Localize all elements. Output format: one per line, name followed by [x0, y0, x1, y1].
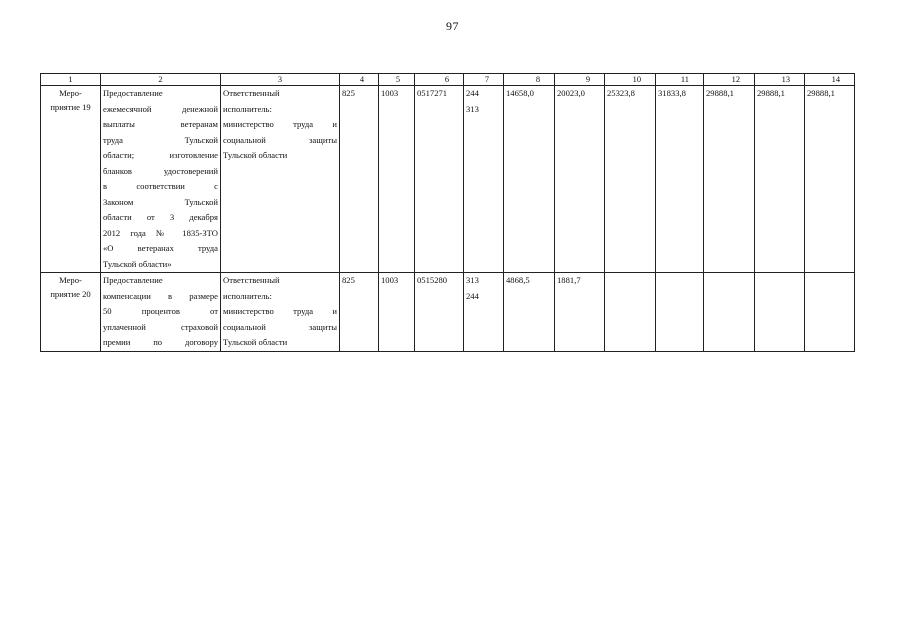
- column-header-13: 13: [755, 74, 805, 86]
- amount-cell-c8: 4868,5: [504, 273, 555, 352]
- table-body: [41, 86, 855, 352]
- column-header-7: 7: [464, 74, 504, 86]
- expense-type-cell: [464, 86, 504, 273]
- description-line: премии по договору: [103, 337, 218, 347]
- column-header-9: 9: [555, 74, 605, 86]
- amount-cell-c11: 31833,8: [656, 86, 704, 273]
- event-name-line: приятие 19: [50, 102, 91, 112]
- responsible-line: исполнитель:: [223, 290, 272, 301]
- column-header-1: 1: [41, 74, 101, 86]
- table-row: [41, 86, 855, 273]
- description-line: Тульской области»: [103, 258, 172, 269]
- expense-type-code: 244: [466, 290, 479, 301]
- header-row: [41, 74, 855, 86]
- table-row: [41, 273, 855, 352]
- description-line: Предоставление: [103, 275, 163, 285]
- column-header-4: 4: [340, 74, 379, 86]
- description-line: Законом Тульской: [103, 196, 218, 207]
- column-header-2: 2: [101, 74, 221, 86]
- description-line: бланков удостоверений: [103, 165, 218, 176]
- code-cell-c5: 1003: [379, 273, 415, 352]
- amount-cell-c12: [704, 273, 755, 352]
- description-line: труда Тульской: [103, 134, 218, 145]
- responsible-line: Ответственный: [223, 88, 280, 98]
- responsible-line: исполнитель:: [223, 103, 272, 114]
- code-cell-c6: 0515280: [415, 273, 464, 352]
- responsible-line: министерство труда и: [223, 306, 337, 316]
- amount-cell-c9: 20023,0: [555, 86, 605, 273]
- event-name-line: приятие 20: [50, 289, 91, 299]
- description-line: Предоставление: [103, 88, 163, 98]
- page-number: 97: [446, 19, 459, 33]
- column-header-14: 14: [805, 74, 855, 86]
- responsible-line: социальной защиты: [223, 134, 337, 145]
- amount-cell-c10: [605, 273, 656, 352]
- amount-cell-c14: 29888,1: [805, 86, 855, 273]
- responsible-line: Ответственный: [223, 275, 280, 285]
- code-cell-c4: 825: [340, 86, 379, 273]
- amount-cell-c9: 1881,7: [555, 273, 605, 352]
- event-name-line: Меро-: [59, 88, 82, 98]
- responsible-executor-cell: [221, 273, 340, 352]
- column-header-10: 10: [605, 74, 656, 86]
- description-line: выплаты ветеранам: [103, 119, 218, 129]
- amount-cell-c13: 29888,1: [755, 86, 805, 273]
- description-line: области от 3 декабря: [103, 212, 218, 222]
- column-header-3: 3: [221, 74, 340, 86]
- code-cell-c4: 825: [340, 273, 379, 352]
- description-line: 2012 года № 1835-ЗТО: [103, 227, 218, 238]
- description-line: в соответствии с: [103, 181, 218, 191]
- event-name-cell: [41, 273, 101, 352]
- description-line: уплаченной страховой: [103, 321, 218, 332]
- description-line: области; изготовление: [103, 150, 218, 160]
- amount-cell-c10: 25323,8: [605, 86, 656, 273]
- amount-cell-c8: 14658,0: [504, 86, 555, 273]
- event-name-cell: [41, 86, 101, 273]
- column-header-11: 11: [656, 74, 704, 86]
- responsible-line: Тульской области: [223, 337, 288, 347]
- expense-type-code: 244: [466, 88, 479, 98]
- responsible-line: Тульской области: [223, 150, 288, 160]
- column-header-6: 6: [415, 74, 464, 86]
- code-cell-c6: 0517271: [415, 86, 464, 273]
- code-cell-c5: 1003: [379, 86, 415, 273]
- description-line: «О ветеранах труда: [103, 243, 218, 253]
- event-description-cell: [101, 86, 221, 273]
- responsible-line: социальной защиты: [223, 321, 337, 332]
- description-line: ежемесячной денежной: [103, 103, 218, 114]
- column-header-12: 12: [704, 74, 755, 86]
- amount-cell-c11: [656, 273, 704, 352]
- expense-type-code: 313: [466, 103, 479, 114]
- column-header-8: 8: [504, 74, 555, 86]
- description-line: компенсации в размере: [103, 290, 218, 301]
- amount-cell-c14: [805, 273, 855, 352]
- responsible-executor-cell: [221, 86, 340, 273]
- description-line: 50 процентов от: [103, 306, 218, 316]
- amount-cell-c12: 29888,1: [704, 86, 755, 273]
- event-description-cell: [101, 273, 221, 352]
- amount-cell-c13: [755, 273, 805, 352]
- responsible-line: министерство труда и: [223, 119, 337, 129]
- expense-type-cell: [464, 273, 504, 352]
- event-name-line: Меро-: [59, 275, 82, 285]
- expense-type-code: 313: [466, 275, 479, 285]
- program-events-table: [40, 73, 855, 352]
- column-header-5: 5: [379, 74, 415, 86]
